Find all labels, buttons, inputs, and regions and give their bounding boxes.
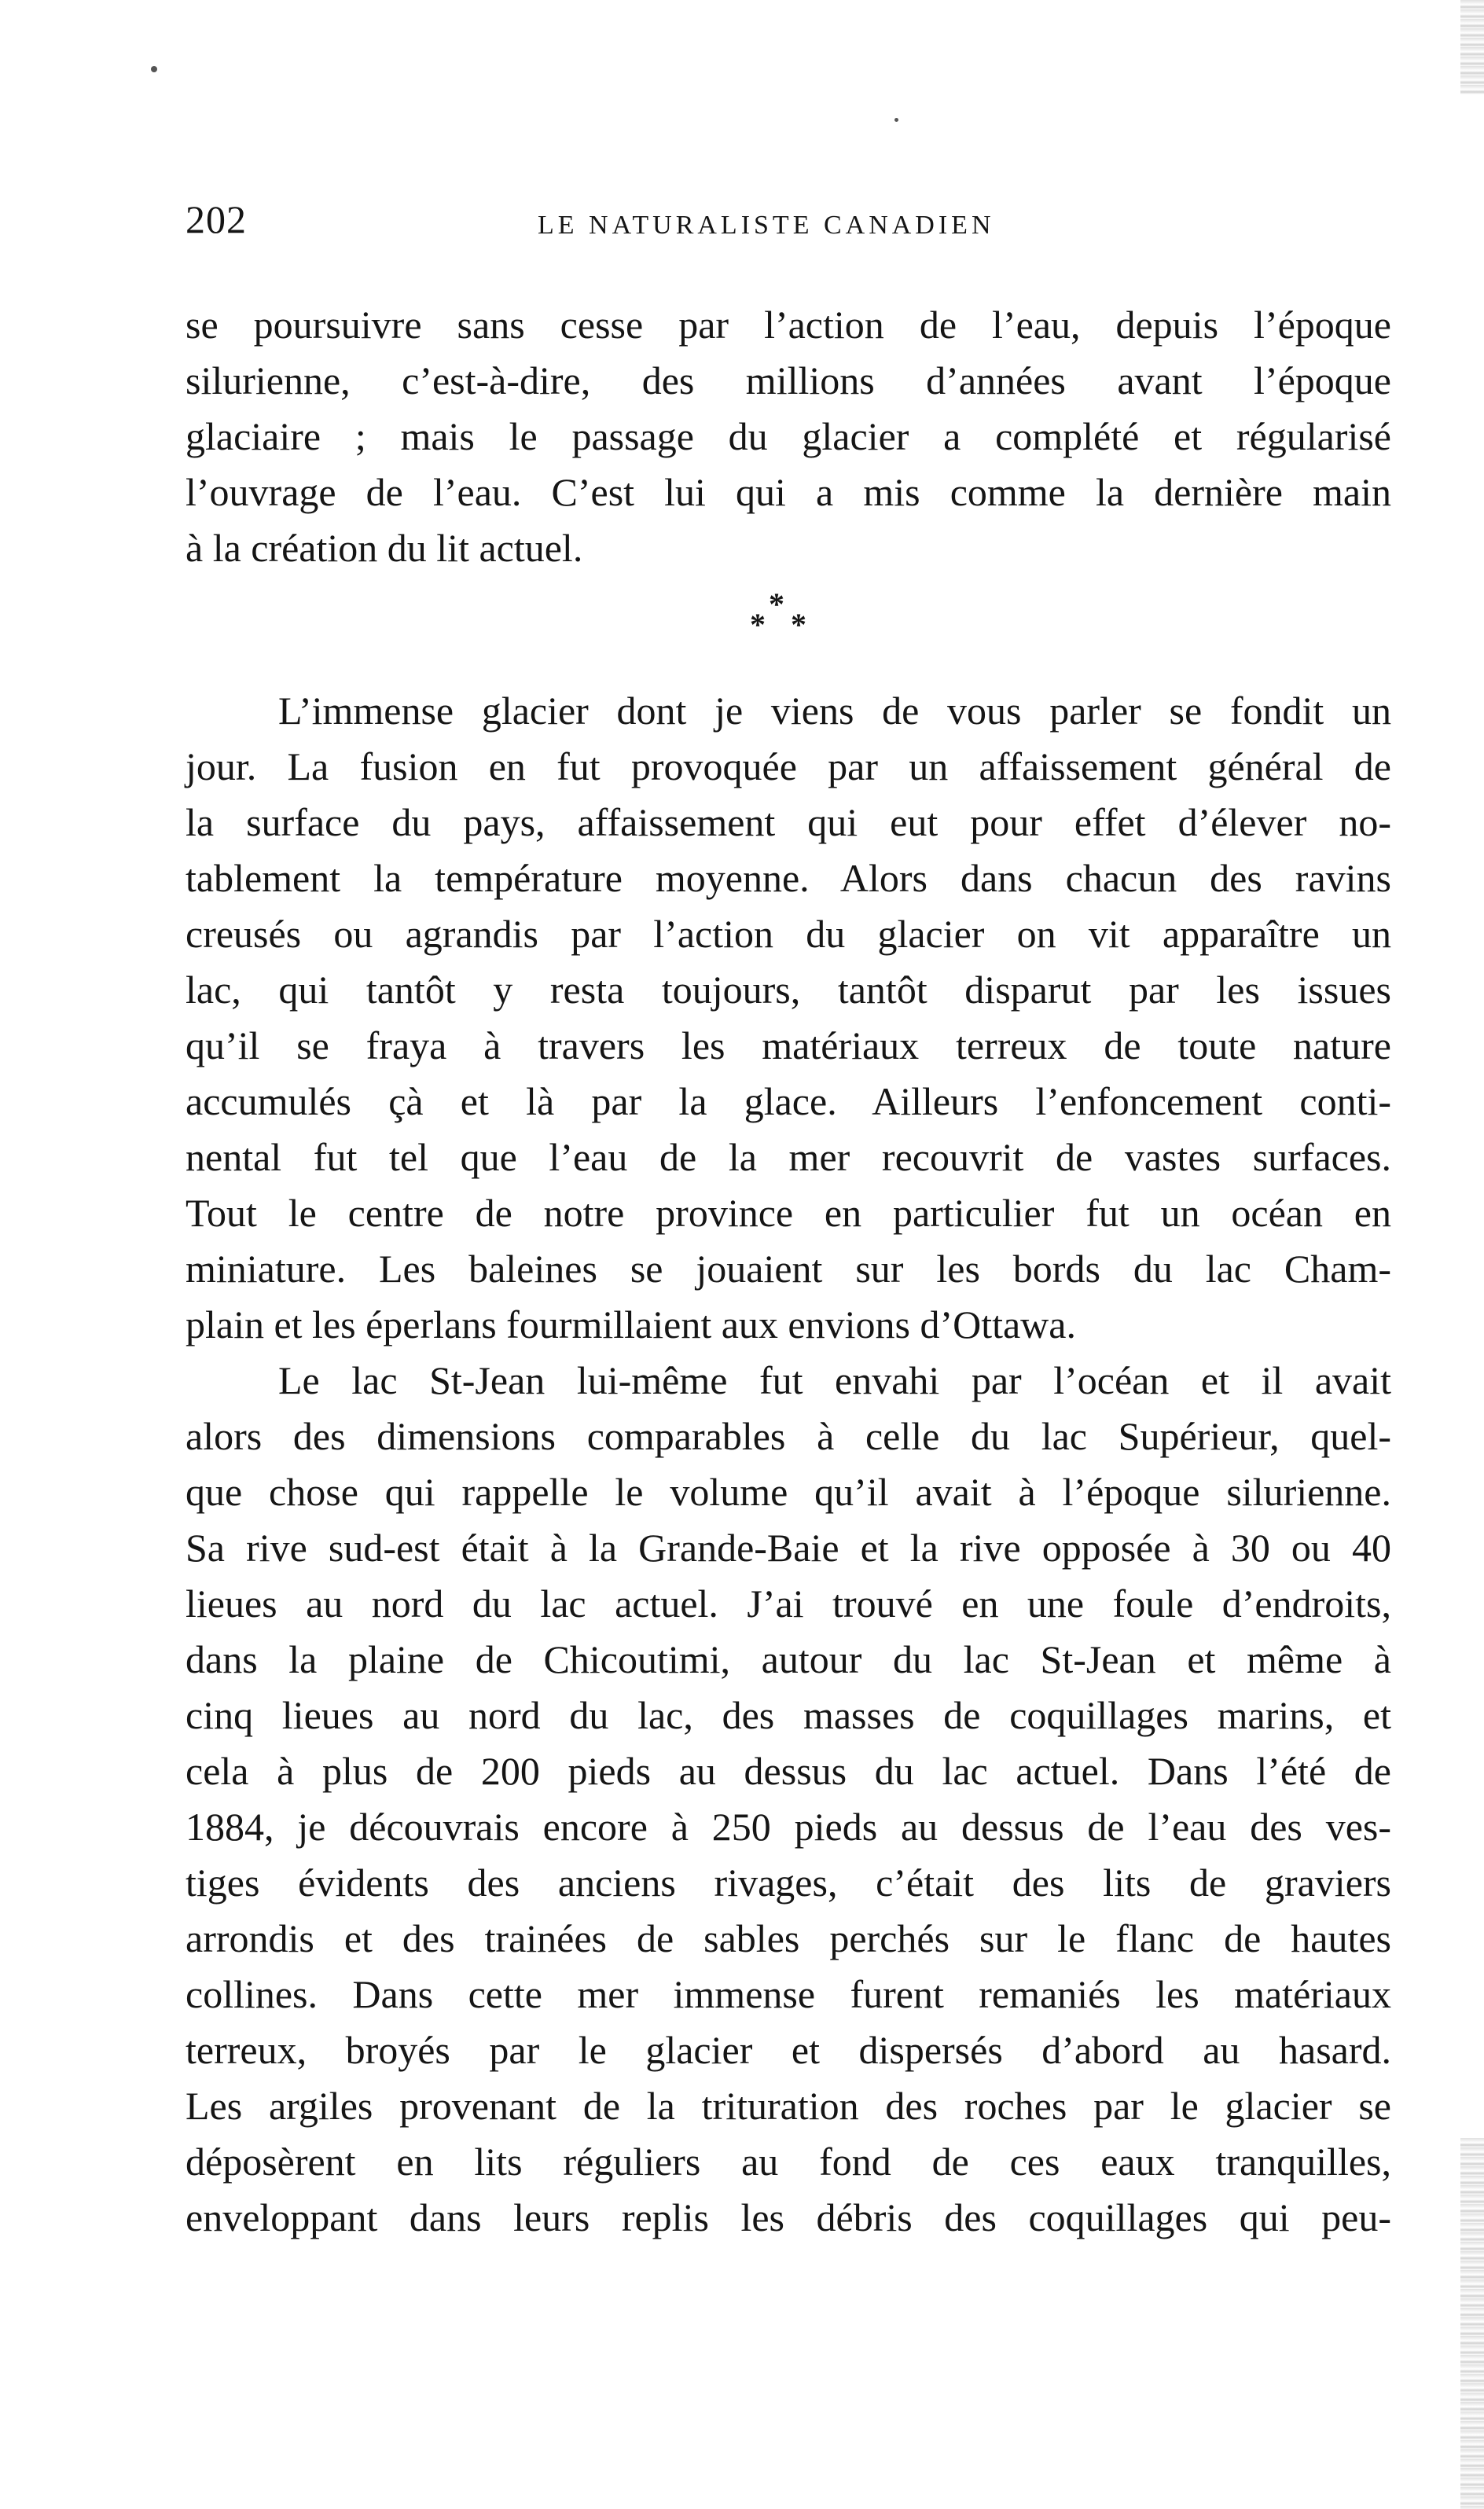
text-line: miniature. Les baleines se jouaient sur les bords du lac Cham- xyxy=(186,1247,1391,1291)
text-line: se poursuivre sans cesse par l’action de l’eau, depuis l’époque xyxy=(186,303,1391,347)
text-line: Le lac St-Jean lui-même fut envahi par l’océan et il avait xyxy=(278,1358,1391,1402)
text-line: plain et les éperlans fourmillaient aux envions d’Ottawa. xyxy=(186,1302,1076,1346)
text-line: lac, qui tantôt y resta toujours, tantôt disparut par les issues xyxy=(186,968,1391,1012)
text-line: collines. Dans cette mer immense furent remaniés les matériaux xyxy=(186,1972,1391,2016)
text-line: qu’il se fraya à travers les matériaux terreux de toute nature xyxy=(186,1023,1391,1067)
text-line: L’immense glacier dont je viens de vous parler se fondit un xyxy=(278,689,1391,733)
text-line: nental fut tel que l’eau de la mer recouvrit de vastes surfaces. xyxy=(186,1135,1391,1179)
paragraph xyxy=(186,683,1391,1353)
text-line: alors des dimensions comparables à celle du lac Supérieur, quel- xyxy=(186,1414,1391,1458)
text-line: creusés ou agrandis par l’action du glacier on vit apparaître un xyxy=(186,912,1391,956)
asterism-separator xyxy=(186,576,1391,683)
text-line: la surface du pays, affaissement qui eut pour effet d’élever no- xyxy=(186,800,1391,844)
text-line: jour. La fusion en fut provoquée par un affaissement général de xyxy=(186,744,1391,788)
text-line: terreux, broyés par le glacier et dispersés d’abord au hasard. xyxy=(186,2028,1391,2072)
text-line: glaciaire ; mais le passage du glacier a complété et régularisé xyxy=(186,414,1391,458)
paragraph xyxy=(186,1353,1391,2246)
asterisk: * xyxy=(769,586,784,622)
text-line: cela à plus de 200 pieds au dessus du lac actuel. Dans l’été de xyxy=(186,1749,1391,1793)
text-line: déposèrent en lits réguliers au fond de ces eaux tranquilles, xyxy=(186,2140,1391,2184)
text-line: arrondis et des trainées de sables perchés sur le flanc de hautes xyxy=(186,1916,1391,1960)
text-line: Tout le centre de notre province en particulier fut un océan en xyxy=(186,1191,1391,1235)
page-header xyxy=(186,197,1391,259)
text-line: silurienne, c’est-à-dire, des millions d’années avant l’époque xyxy=(186,358,1391,402)
ink-speck xyxy=(894,118,898,122)
text-line: à la création du lit actuel. xyxy=(186,526,583,570)
text-line: tablement la température moyenne. Alors dans chacun des ravins xyxy=(186,856,1391,900)
text-line: l’ouvrage de l’eau. C’est lui qui a mis comme la dernière main xyxy=(186,470,1391,514)
asterisk: * xyxy=(791,607,806,642)
scan-edge-noise xyxy=(1460,0,1484,94)
text-line: Sa rive sud-est était à la Grande-Baie et la rive opposée à 30 ou 40 xyxy=(186,1526,1391,1570)
scan-edge-noise xyxy=(1460,2138,1484,2509)
text-line: lieues au nord du lac actuel. J’ai trouvé en une foule d’endroits, xyxy=(186,1581,1391,1626)
text-line: que chose qui rappelle le volume qu’il avait à l’époque silurienne. xyxy=(186,1470,1391,1514)
ink-speck xyxy=(151,66,157,72)
text-line: 1884, je découvrais encore à 250 pieds au dessus de l’eau des ves- xyxy=(186,1805,1391,1849)
text-line: tiges évidents des anciens rivages, c’était des lits de graviers xyxy=(186,1861,1391,1905)
text-line: cinq lieues au nord du lac, des masses de coquillages marins, et xyxy=(186,1693,1391,1737)
paragraph xyxy=(186,297,1391,576)
text-line: dans la plaine de Chicoutimi, autour du lac St-Jean et même à xyxy=(186,1637,1391,1681)
text-line: accumulés çà et là par la glace. Ailleurs l’enfoncement conti- xyxy=(186,1079,1391,1123)
running-title: LE NATURALISTE CANADIEN xyxy=(538,211,995,240)
asterisk: * xyxy=(750,607,766,642)
text-line: enveloppant dans leurs replis les débris des coquillages qui peu- xyxy=(186,2195,1391,2239)
text-line: Les argiles provenant de la trituration des roches par le glacier se xyxy=(186,2084,1391,2128)
body-text xyxy=(186,297,1391,2246)
page-number: 202 xyxy=(186,197,247,241)
